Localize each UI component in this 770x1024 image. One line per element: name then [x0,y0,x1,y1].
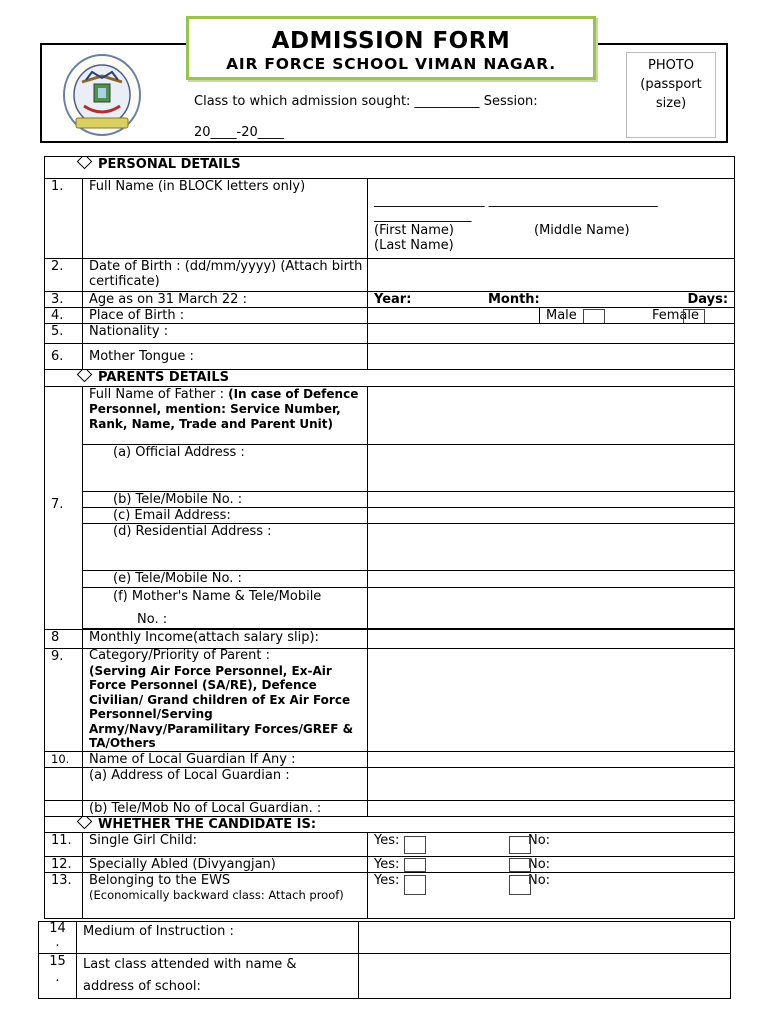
photo-label-3: size) [655,96,687,111]
form-table [44,156,735,919]
yes-label: Yes: [374,832,400,848]
full-name-field[interactable] [368,179,735,259]
row-number: 11. [45,832,83,856]
male-checkbox[interactable] [583,309,605,324]
ews-yes-checkbox[interactable] [404,875,426,895]
row-number-blank [45,767,83,800]
photo-placeholder[interactable] [626,52,716,138]
tele-mobile-label: (b) Tele/Mobile No. : [83,492,368,508]
email-label: (c) Email Address: [83,508,368,524]
residential-address-label: (d) Residential Address : [83,524,368,571]
nationality-label: Nationality : [83,324,368,344]
female-checkbox[interactable] [683,309,705,324]
mother-tongue-field[interactable] [368,344,735,370]
first-name-hint: (First Name) [374,223,454,238]
yes-label: Yes: [374,856,400,872]
guardian-address-field[interactable] [368,767,735,800]
age-label: Age as on 31 March 22 : [83,292,368,308]
row-number: 8 [45,630,83,649]
category-field[interactable] [368,649,735,752]
single-girl-no-checkbox[interactable] [509,836,531,854]
single-girl-yes-checkbox[interactable] [404,836,426,854]
age-days: Days: [687,292,729,307]
section-personal-details: PERSONAL DETAILS [45,157,735,179]
row-number: 12. [45,856,83,872]
diamond-bullet-icon [77,370,93,383]
official-address-field[interactable] [368,445,735,492]
specially-abled-label: Specially Abled (Divyangjan) [83,856,368,872]
single-girl-field[interactable] [368,832,735,856]
residential-tele-label: (e) Tele/Mobile No. : [83,571,368,588]
row-number: 1. [45,179,83,259]
medium-field[interactable] [359,922,731,954]
father-name-label: Full Name of Father : (In case of Defence Personnel, mention: Service Number, Rank, Name, Trade and Parent Unit) [83,387,368,445]
name-lines: _________________ __________________________ [374,193,658,208]
guardian-tele-label: (b) Tele/Mob No of Local Guardian. : [83,800,368,816]
female-label: Female [652,308,700,323]
age-field[interactable] [368,292,735,308]
income-field[interactable] [368,630,735,649]
guardian-address-label: (a) Address of Local Guardian : [83,767,368,800]
diamond-bullet-icon [77,157,93,170]
school-name: AIR FORCE SCHOOL VIMAN NAGAR. [226,55,556,73]
ews-label: Belonging to the EWS (Economically backward class: Attach proof) [83,872,368,918]
mother-name-field[interactable] [368,588,735,629]
place-of-birth-label: Place of Birth : [83,308,368,324]
row-number: 4. [45,308,83,324]
yes-label: Yes: [374,872,400,888]
local-guardian-label: Name of Local Guardian If Any : [83,751,368,767]
row-number: 10. [45,751,83,767]
row-number: 6. [45,344,83,370]
no-label: No: [528,856,551,872]
ews-no-checkbox[interactable] [509,875,531,895]
residential-tele-field[interactable] [368,571,735,588]
guardian-tele-field[interactable] [368,800,735,816]
father-name-field[interactable] [368,387,735,445]
row-number: 14 . [39,922,77,954]
place-of-birth-field[interactable] [368,308,735,324]
name-lines-2: _______________ [374,208,472,223]
section-parents-details: PARENTS DETAILS [45,370,735,387]
section-candidate: WHETHER THE CANDIDATE IS: [45,816,735,832]
dob-label: Date of Birth : (dd/mm/yyyy) (Attach birth certificate) [83,259,368,292]
specially-abled-no-checkbox[interactable] [509,858,531,872]
mother-tongue-label: Mother Tongue : [83,344,368,370]
photo-label-2: (passport [640,77,702,92]
tele-mobile-field[interactable] [368,492,735,508]
email-field[interactable] [368,508,735,524]
specially-abled-field[interactable] [368,856,735,872]
nationality-field[interactable] [368,324,735,344]
dob-field[interactable] [368,259,735,292]
photo-label-1: PHOTO [647,58,695,73]
form-title: ADMISSION FORM [271,28,511,54]
category-label: Category/Priority of Parent : (Serving Air Force Personnel, Ex-Air Force Personnel (SA/RE), Defence Civilian/ Grand children of Ex Air Force Personnel/Serving Army/Navy/Paramilitary Forces/GREF & TA/Others [83,649,368,752]
official-address-label: (a) Official Address : [83,445,368,492]
male-label: Male [546,308,577,323]
row-number: 9. [45,649,83,752]
row-number: 15 . [39,954,77,999]
full-name-label: Full Name (in BLOCK letters only) [83,179,368,259]
no-label: No: [528,832,551,848]
row-number-blank [45,800,83,816]
row-number: 3. [45,292,83,308]
last-class-label: Last class attended with name & address of school: [77,954,359,999]
row-number: 7. [45,387,83,630]
row-number: 2. [45,259,83,292]
medium-label: Medium of Instruction : [77,922,359,954]
last-name-hint: (Last Name) [374,238,454,253]
session-years[interactable]: 20____-20____ [194,125,284,140]
form-table-bottom [38,921,731,999]
income-label: Monthly Income(attach salary slip): [83,630,368,649]
local-guardian-field[interactable] [368,751,735,767]
ews-field[interactable] [368,872,735,918]
single-girl-label: Single Girl Child: [83,832,368,856]
age-year: Year: [374,292,412,307]
class-session-line[interactable]: Class to which admission sought: __________ Session: [194,94,538,109]
title-banner [186,16,596,80]
middle-name-hint: (Middle Name) [534,223,630,238]
last-class-field[interactable] [359,954,731,999]
age-month: Month: [487,292,540,307]
row-number: 13. [45,872,83,918]
row-number: 5. [45,324,83,344]
mother-name-label: (f) Mother's Name & Tele/Mobile No. : [83,588,368,629]
diamond-bullet-icon [77,816,93,829]
no-label: No: [528,872,551,888]
specially-abled-yes-checkbox[interactable] [404,858,426,872]
school-crest-logo [60,52,144,138]
residential-address-field[interactable] [368,524,735,571]
